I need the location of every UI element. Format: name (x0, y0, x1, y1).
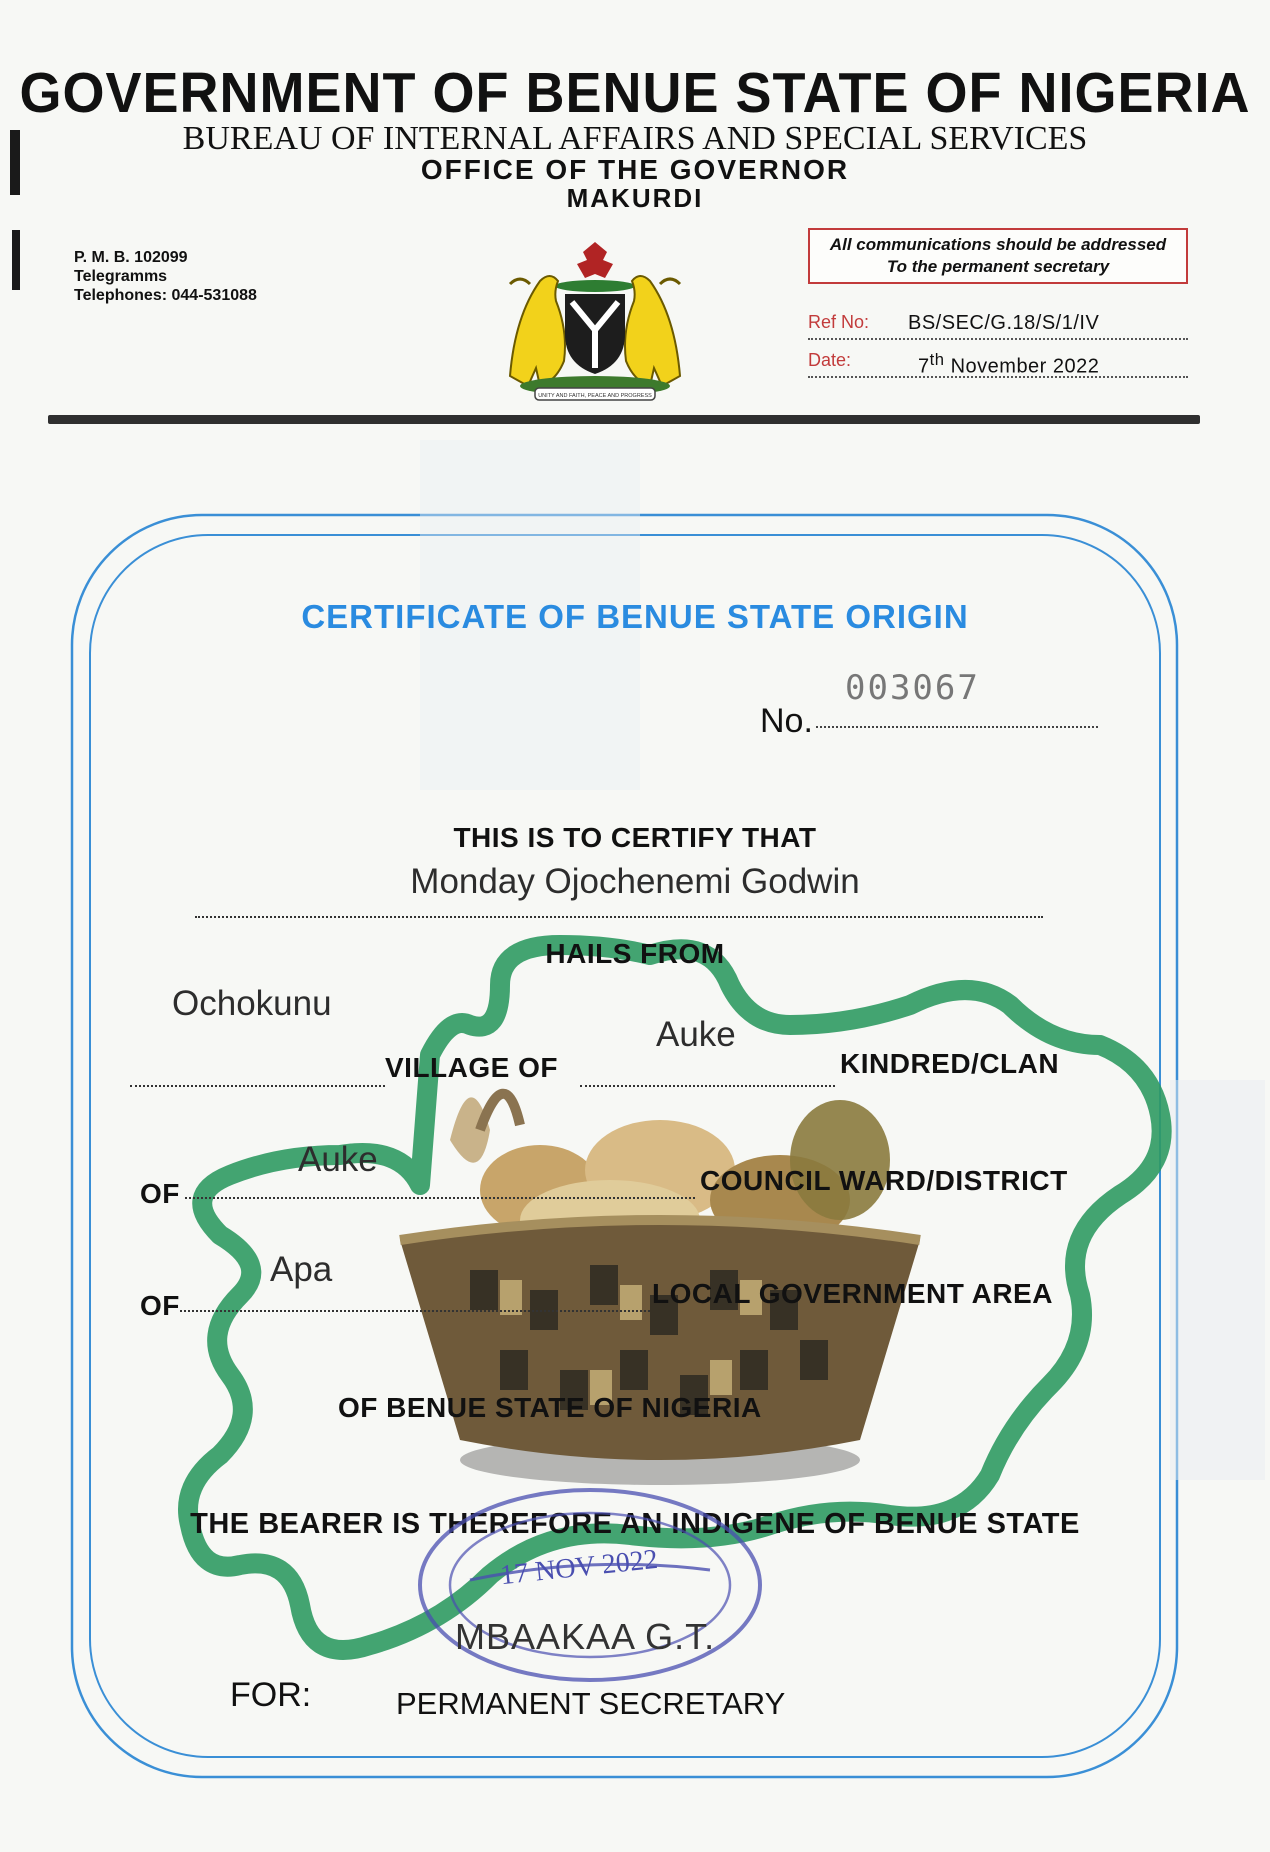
indigene-statement: THE BEARER IS THEREFORE AN INDIGENE OF BENUE STATE (190, 1508, 1080, 1540)
village-dotted-line (130, 1085, 385, 1087)
of-label-lga: OF (140, 1290, 180, 1321)
signatory-name: MBAAKAA G.T. (455, 1616, 716, 1657)
telephone-line: Telephones: 044-531088 (74, 287, 257, 304)
certificate-number-line (816, 726, 1098, 728)
bearer-name: Monday Ojochenemi Godwin (410, 862, 860, 901)
of-label-ward: OF (140, 1178, 180, 1209)
state-statement: OF BENUE STATE OF NIGERIA (338, 1392, 762, 1423)
certificate-number-value: 003067 (845, 668, 980, 708)
communication-line-1: All communications should be addressed (829, 235, 1167, 254)
kindred-label: KINDRED/CLAN (840, 1048, 1060, 1079)
kindred-dotted-line (580, 1085, 835, 1087)
certify-statement: THIS IS TO CERTIFY THAT (453, 822, 817, 853)
telegram-line: Telegramms (74, 268, 168, 285)
lga-label: LOCAL GOVERNMENT AREA (652, 1278, 1053, 1309)
kindred-value: Auke (656, 1015, 736, 1054)
svg-text:UNITY AND FAITH, PEACE AND PRO: UNITY AND FAITH, PEACE AND PROGRESS (538, 393, 652, 399)
ref-value: BS/SEC/G.18/S/1/IV (908, 312, 1100, 334)
ward-dotted-line (185, 1197, 695, 1199)
city-title: MAKURDI (566, 183, 704, 213)
date-day: 7 (918, 355, 930, 378)
hails-from-label: HAILS FROM (545, 938, 725, 969)
village-value: Ochokunu (172, 984, 332, 1023)
village-label: VILLAGE OF (385, 1052, 558, 1083)
stamp-date: 17 NOV 2022 (498, 1543, 660, 1592)
name-dotted-line (195, 916, 1043, 918)
ward-value: Auke (298, 1140, 378, 1179)
date-month-year: November 2022 (944, 355, 1100, 378)
date-label: Date: (808, 350, 852, 370)
lga-value: Apa (270, 1250, 333, 1289)
official-stamp-icon (410, 1480, 770, 1690)
for-label: FOR: (230, 1676, 312, 1714)
office-title: OFFICE OF THE GOVERNOR (420, 154, 850, 185)
bureau-title: BUREAU OF INTERNAL AFFAIRS AND SPECIAL SERVICES (182, 120, 1088, 157)
certificate-title: CERTIFICATE OF BENUE STATE ORIGIN (301, 598, 969, 635)
pmb-line: P. M. B. 102099 (74, 249, 188, 266)
ref-label: Ref No: (808, 312, 870, 332)
ward-label: COUNCIL WARD/DISTRICT (700, 1165, 1068, 1196)
communication-line-2: To the permanent secretary (886, 257, 1110, 276)
government-title: GOVERNMENT OF BENUE STATE OF NIGERIA (19, 61, 1251, 125)
signatory-title: PERMANENT SECRETARY (396, 1686, 786, 1721)
date-suffix: th (929, 350, 945, 369)
lga-dotted-line (180, 1310, 650, 1312)
certificate-number-label: No. (760, 702, 813, 740)
